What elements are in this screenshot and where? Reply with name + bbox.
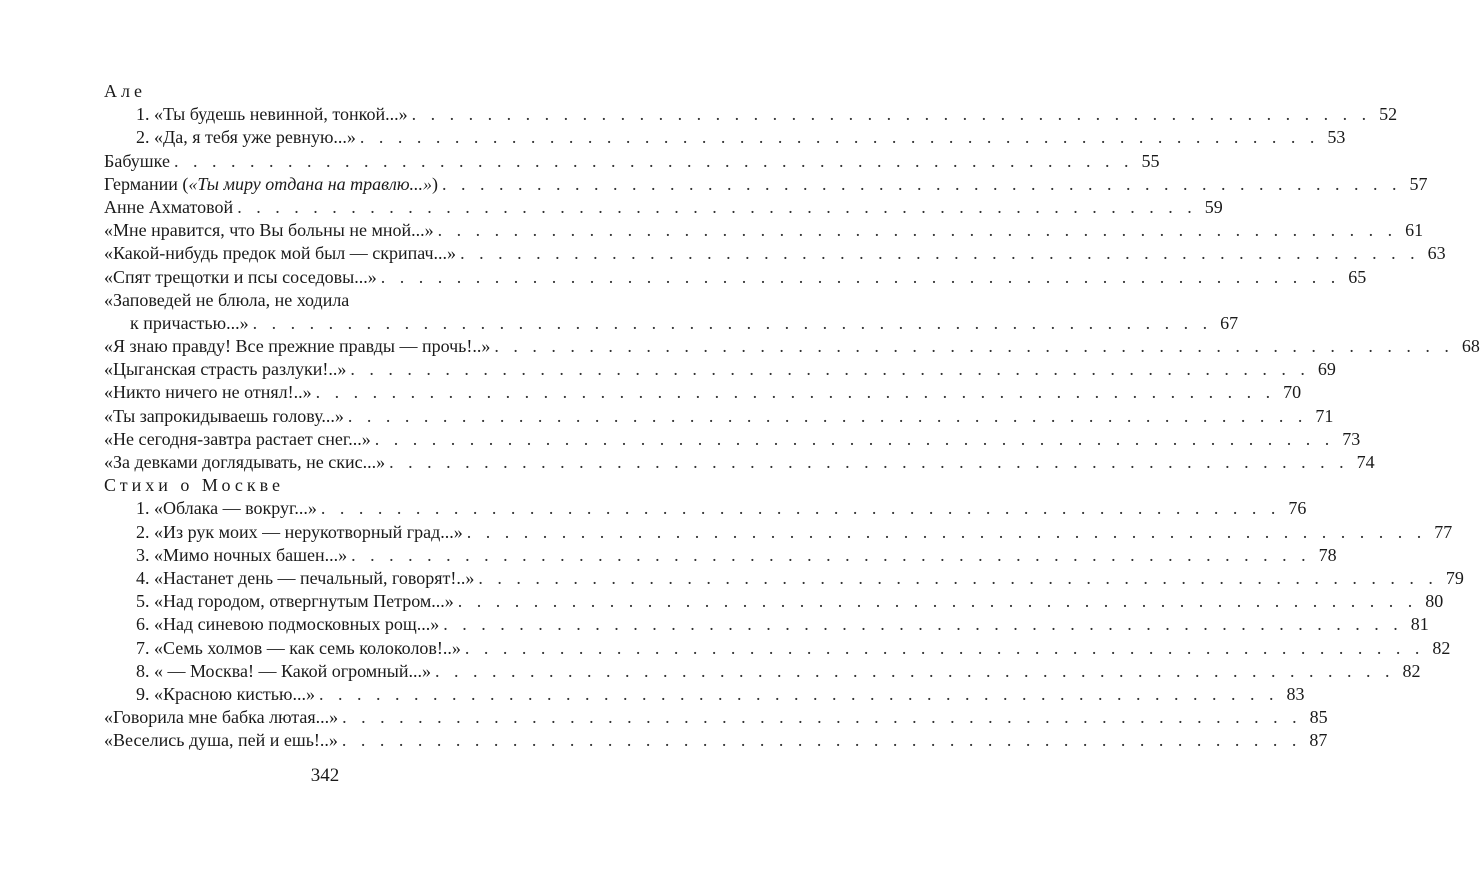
toc-entry [104, 729, 1328, 752]
toc-entry-number: 2. [136, 521, 150, 542]
toc-entry-page: 61 [1405, 220, 1424, 241]
toc-entry [104, 266, 1367, 289]
toc-entry-title: 3. «Мимо ночных башен...» [136, 544, 348, 565]
toc-entry [104, 428, 1361, 451]
toc-entry-title: 2. «Из рук моих — нерукотворный град...» [136, 521, 463, 542]
toc-entry [104, 358, 1336, 381]
toc-entry-title: «Никто ничего не отнял!..» [104, 382, 312, 403]
toc-entry-title: «Цыганская страсть разлуки!..» [104, 359, 347, 380]
toc-entry [104, 289, 580, 312]
toc-entry-number: 1. [136, 498, 150, 519]
toc-entry-number: 5. [136, 591, 150, 612]
dot-leader [348, 405, 1308, 428]
toc-entry-page: 67 [1220, 312, 1239, 333]
toc-section-heading [104, 80, 580, 103]
toc-entry [104, 567, 1464, 590]
toc-entry-number: 8. [136, 660, 150, 681]
dot-leader [319, 683, 1279, 706]
dot-leader [351, 544, 1311, 567]
dot-leader [494, 335, 1454, 358]
toc-entry-title: 6. «Над синевою подмосковных рощ...» [136, 614, 440, 635]
toc-entry [104, 335, 1480, 358]
dot-leader [465, 637, 1425, 660]
toc-entry-number: 1. [136, 104, 150, 125]
toc-entry [104, 150, 1160, 173]
toc-entry [104, 381, 1302, 404]
toc-entry [104, 405, 1334, 428]
toc-entry [104, 497, 1307, 520]
toc-entry-title: 1. «Облака — вокруг...» [136, 498, 317, 519]
dot-leader [342, 706, 1302, 729]
toc-entry-page: 83 [1286, 683, 1305, 704]
dot-leader [321, 497, 1281, 520]
toc-entry [104, 683, 1305, 706]
toc-entry-page: 73 [1342, 428, 1361, 449]
dot-leader [467, 521, 1427, 544]
toc-entry [104, 706, 1328, 729]
page-number: 342 [310, 765, 340, 786]
toc-entry-title: 5. «Над городом, отвергнутым Петром...» [136, 591, 454, 612]
toc-entry-page: 85 [1309, 707, 1328, 728]
toc-entry-page: 79 [1445, 567, 1464, 588]
toc-entry-page: 77 [1434, 521, 1453, 542]
toc-section-heading [104, 474, 580, 497]
toc-entry-page: 78 [1318, 544, 1337, 565]
toc-entry-title: к причастью...» [130, 312, 249, 333]
toc-entry [104, 126, 1346, 149]
toc-entry-title: «Веселись душа, пей и ешь!..» [104, 730, 338, 751]
toc-entry [104, 590, 1444, 613]
toc-entry-page: 82 [1402, 660, 1421, 681]
toc-entry [104, 451, 1375, 474]
toc-entry-title: «Мне нравится, что Вы больны не мной...» [104, 220, 434, 241]
toc-entry-title: «Заповедей не блюла, не ходила [104, 289, 350, 310]
dot-leader [350, 358, 1310, 381]
dot-leader [389, 451, 1349, 474]
toc-entry-title: Бабушке [104, 150, 170, 171]
toc-entry [104, 521, 1453, 544]
toc-entry [104, 544, 1337, 567]
toc-entry-title: 7. «Семь холмов — как семь колоколов!..» [136, 637, 461, 658]
toc-entry-title: Анне Ахматовой [104, 196, 234, 217]
toc-entry-title: 9. «Красною кистью...» [136, 683, 315, 704]
toc-entry-number: 6. [136, 614, 150, 635]
toc-entry [104, 312, 1239, 335]
toc-entry-title: «Спят трещотки и псы соседовы...» [104, 266, 377, 287]
dot-leader [443, 613, 1403, 636]
dot-leader [438, 219, 1398, 242]
toc-entry [104, 637, 1451, 660]
toc-entry [104, 613, 1429, 636]
toc-entry [104, 242, 1446, 265]
dot-leader [174, 150, 1134, 173]
toc-entry-number: 9. [136, 683, 150, 704]
toc-entry [104, 103, 1398, 126]
toc-entry-title: 2. «Да, я тебя уже ревную...» [136, 127, 356, 148]
toc-entry-page: 76 [1288, 498, 1307, 519]
toc-entry-page: 87 [1309, 730, 1328, 751]
toc-entry-title: «Не сегодня-завтра растает снег...» [104, 428, 371, 449]
toc-entry-title: Але [104, 81, 146, 101]
toc-entry [104, 660, 1421, 683]
dot-leader [253, 312, 1213, 335]
toc-entry [104, 219, 1424, 242]
toc-entry-title: «Говорила мне бабка лютая...» [104, 707, 339, 728]
toc-entry-page: 81 [1410, 614, 1429, 635]
toc-entry-title: «Какой-нибудь предок мой был — скрипач...» [104, 243, 457, 264]
dot-leader [442, 173, 1402, 196]
toc-entry-title: «За девками доглядывать, не скис...» [104, 452, 386, 472]
toc-entry-page: 70 [1283, 382, 1302, 403]
toc-entry-number: 7. [136, 637, 150, 658]
toc-entry-page: 57 [1409, 173, 1428, 194]
toc-entry-page: 82 [1432, 637, 1451, 658]
toc-entry-title: 1. «Ты будешь невинной, тонкой...» [136, 104, 408, 125]
toc-entry [104, 196, 1223, 219]
toc-entry-page: 68 [1461, 336, 1480, 357]
toc-entry-page: 74 [1356, 452, 1375, 472]
toc-entry-title: «Я знаю правду! Все прежние правды — прочь!..» [104, 336, 491, 357]
toc-entry-page: 52 [1379, 104, 1398, 125]
table-of-contents [104, 80, 1480, 752]
dot-leader [316, 381, 1276, 404]
dot-leader [460, 242, 1420, 265]
toc-entry-number: 4. [136, 567, 150, 588]
toc-entry [104, 173, 1428, 196]
dot-leader [435, 660, 1395, 683]
toc-entry-page: 69 [1317, 359, 1336, 380]
toc-entry-page: 65 [1348, 266, 1367, 287]
toc-entry-page: 80 [1425, 591, 1444, 612]
toc-entry-number: 2. [136, 127, 150, 148]
dot-leader [381, 266, 1341, 289]
dot-leader [375, 428, 1335, 451]
dot-leader [360, 126, 1320, 149]
toc-entry-title: «Ты запрокидываешь голову...» [104, 405, 344, 426]
dot-leader [478, 567, 1438, 590]
toc-entry-page: 59 [1204, 196, 1223, 217]
toc-entry-title: 8. « — Москва! — Какой огромный...» [136, 660, 431, 681]
dot-leader [458, 590, 1418, 613]
toc-entry-page: 55 [1141, 150, 1160, 171]
toc-entry-page: 53 [1327, 127, 1346, 148]
toc-entry-title: Стихи о Москве [104, 475, 285, 496]
dot-leader [412, 103, 1372, 126]
toc-entry-title: Германии («Ты миру отдана на травлю...») [104, 173, 439, 194]
toc-entry-page: 71 [1315, 405, 1334, 426]
dot-leader [237, 196, 1197, 219]
toc-entry-title: 4. «Настанет день — печальный, говорят!..» [136, 567, 475, 588]
dot-leader [342, 729, 1302, 752]
toc-entry-page: 63 [1427, 243, 1446, 264]
toc-entry-number: 3. [136, 544, 150, 565]
